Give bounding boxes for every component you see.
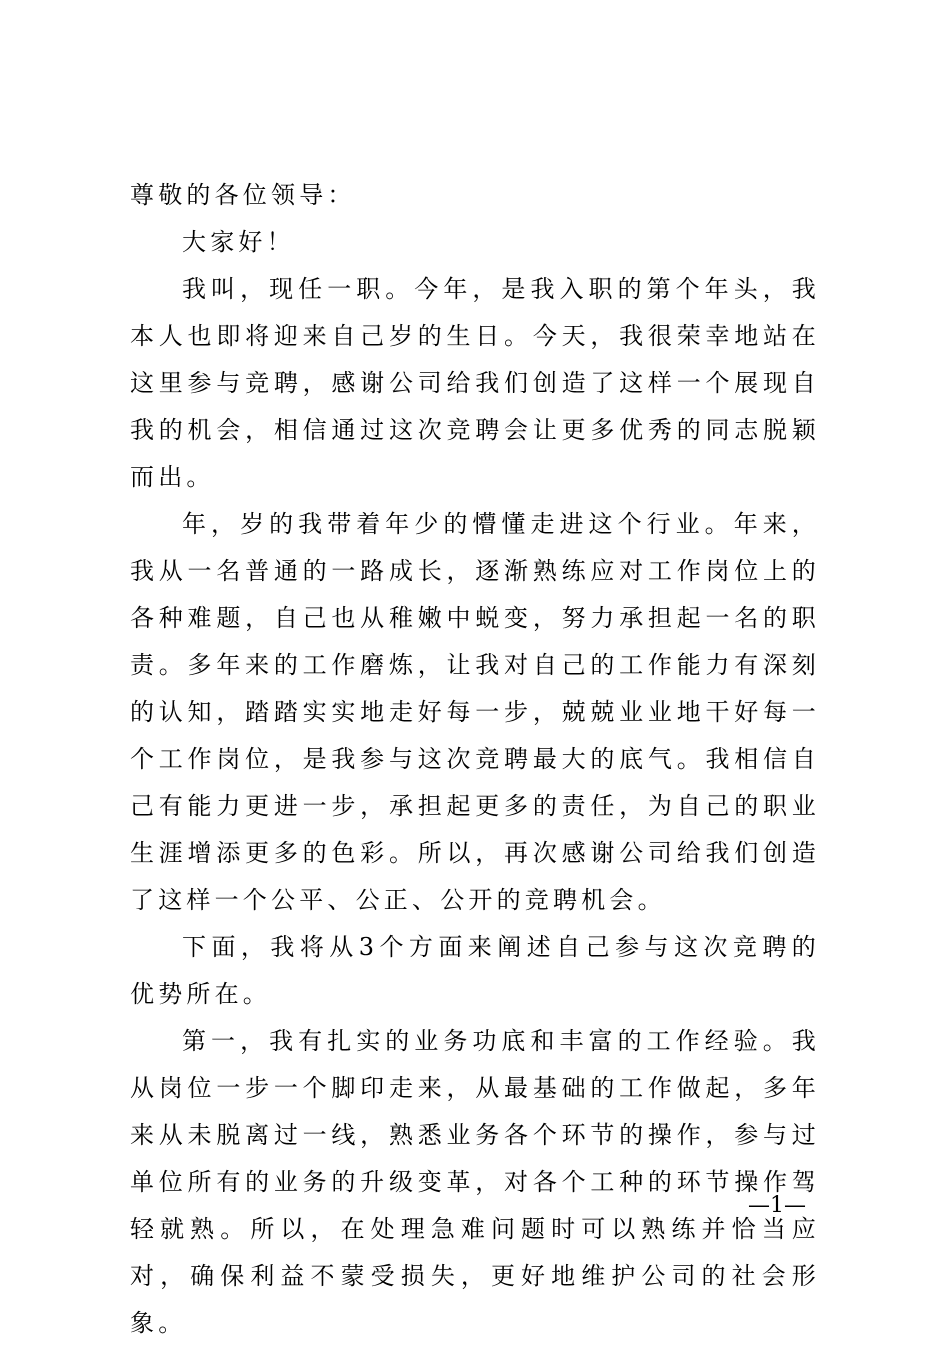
speech-body xyxy=(130,172,820,1347)
paragraph-outline: 下面，我将从3个方面来阐述自己参与这次竞聘的优势所在。 xyxy=(130,933,820,1008)
paragraph-first-advantage: 第一，我有扎实的业务功底和丰富的工作经验。我从岗位一步一个脚印走来，从最基础的工作做起，多年来从未脱离过一线，熟悉业务各个环节的操作，参与过单位所有的业务的升级变革，对各个工种的环节操作驾轻就熟。所以，在处理急难问题时可以熟练并恰当应对，确保利益不蒙受损失，更好地维护公司的社会形象。 xyxy=(130,1027,820,1337)
salutation: 尊敬的各位领导： xyxy=(130,181,356,209)
paragraph-career-background: 年，岁的我带着年少的懵懂走进这个行业。年来，我从一名普通的一路成长，逐渐熟练应对工作岗位上的各种难题，自己也从稚嫩中蜕变，努力承担起一名的职责。多年来的工作磨炼，让我对自己的工作能力有深刻的认知，踏踏实实地走好每一步，兢兢业业地干好每一个工作岗位，是我参与这次竞聘最大的底气。我相信自己有能力更进一步，承担起更多的责任，为自己的职业生涯增添更多的色彩。所以，再次感谢公司给我们创造了这样一个公平、公正、公开的竞聘机会。 xyxy=(130,510,820,914)
paragraph-introduction: 我叫，现任一职。今年，是我入职的第个年头，我本人也即将迎来自己岁的生日。今天，我很荣幸地站在这里参与竞聘，感谢公司给我们创造了这样一个展现自我的机会，相信通过这次竞聘会让更多优秀的同志脱颖而出。 xyxy=(130,275,820,491)
page-number: —1— xyxy=(748,1193,806,1218)
greeting: 大家好！ xyxy=(182,228,295,256)
